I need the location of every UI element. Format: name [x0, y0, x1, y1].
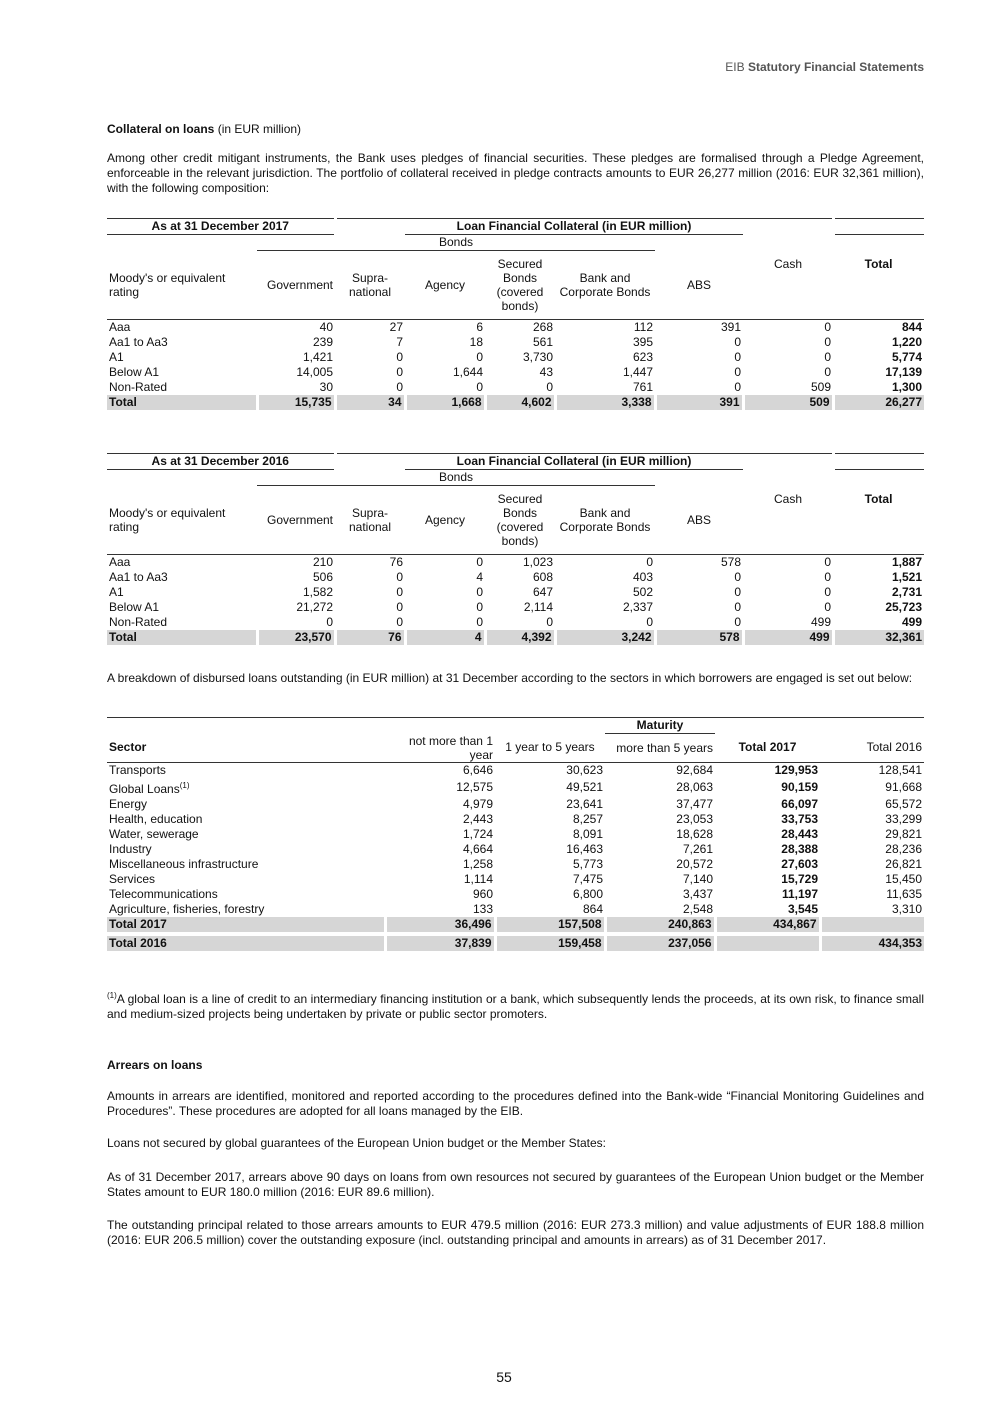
sector-label: Industry — [109, 841, 152, 856]
table-row — [107, 842, 924, 857]
table-row — [107, 350, 924, 365]
global-loans-footnote — [107, 988, 924, 1022]
total-cell: 4,602 — [485, 395, 555, 410]
total-cell: 159,458 — [495, 934, 605, 951]
cell-value: 5,773 — [572, 856, 603, 871]
col-header: Secured Bonds (covered bonds) — [485, 486, 555, 555]
col-header: ABS — [655, 251, 743, 320]
total-cell: 1,668 — [405, 395, 485, 410]
cell-value: 28,443 — [781, 826, 818, 841]
cell-value: 1,114 — [463, 871, 493, 886]
cell-value: 0 — [476, 614, 484, 629]
col-total-2016: Total 2016 — [820, 734, 924, 763]
col-header: Cash — [743, 486, 833, 555]
sector-label: Transports — [109, 762, 166, 777]
rating-label: Aa1 to Aa3 — [109, 569, 168, 584]
total-cell: Total 2017 — [107, 917, 385, 934]
col-header: Cash — [743, 251, 833, 320]
footnote-ref: (1) — [179, 780, 190, 790]
cell-value: 268 — [532, 319, 554, 334]
table-row — [107, 812, 924, 827]
cell-value: 112 — [633, 319, 654, 334]
table-row — [107, 762, 924, 778]
total-cell: 499 — [743, 630, 833, 645]
cell-value: 2,114 — [523, 599, 554, 614]
cell-value: 128,541 — [878, 762, 922, 777]
cell-value: 7,261 — [682, 841, 713, 856]
cell-value: 2,337 — [622, 599, 654, 614]
cell-value: 623 — [632, 349, 654, 364]
sector-label: Health, education — [109, 811, 203, 826]
cell-value: 18 — [469, 334, 484, 349]
cell-value: 509 — [811, 379, 832, 394]
total-row — [107, 630, 924, 645]
cell-value: 33,299 — [885, 811, 922, 826]
cell-value: 12,575 — [456, 779, 493, 794]
cell-value: 49,521 — [566, 779, 603, 794]
cell-value: 15,729 — [781, 871, 818, 886]
cell-value: 0 — [396, 614, 404, 629]
cell-value: 0 — [734, 614, 742, 629]
col-header: Government — [257, 251, 335, 320]
cell-value: 91,668 — [885, 779, 922, 794]
table-row — [107, 902, 924, 917]
cell-value: 1,421 — [302, 349, 334, 364]
cell-value: 20,572 — [676, 856, 713, 871]
cell-value: 3,730 — [522, 349, 554, 364]
cell-value: 7,140 — [682, 871, 713, 886]
col-header: Government — [257, 486, 335, 555]
collateral-table-2016 — [107, 453, 924, 645]
cell-value: 960 — [472, 886, 493, 901]
cell-value: 403 — [632, 569, 654, 584]
cell-value: 25,723 — [885, 599, 923, 614]
cell-value: 1,220 — [892, 334, 923, 349]
table-row — [107, 797, 924, 812]
sector-name: Global Loans — [109, 781, 180, 796]
rating-label: Aa1 to Aa3 — [109, 334, 168, 349]
total-cell: 237,056 — [605, 934, 715, 951]
cell-value: 66,097 — [781, 796, 818, 811]
collateral-table — [107, 453, 924, 645]
total-cell — [820, 917, 924, 934]
col-total-2017: Total 2017 — [715, 734, 820, 763]
collateral-table-2017 — [107, 218, 924, 410]
cell-value: 37,477 — [676, 796, 713, 811]
collateral-title: Collateral on loans — [107, 122, 215, 136]
bonds-label: Bonds — [257, 235, 655, 251]
cell-value: 7 — [396, 334, 404, 349]
rating-label: Aaa — [109, 554, 131, 569]
cell-value: 18,628 — [676, 826, 713, 841]
cell-value: 0 — [824, 319, 832, 334]
maturity-label: Maturity — [605, 718, 715, 734]
total-cell — [715, 934, 820, 951]
arrears-paragraph-2: Loans not secured by global guarantees of the European Union budget or the Member States: — [107, 1136, 606, 1150]
cell-value: 499 — [811, 614, 832, 629]
col-header: Agency — [405, 251, 485, 320]
cell-value: 90,159 — [781, 779, 818, 794]
cell-value: 26,821 — [885, 856, 922, 871]
rating-label: A1 — [109, 349, 124, 364]
cell-value: 1,023 — [522, 554, 554, 569]
group-label: Loan Financial Collateral (in EUR million) — [405, 454, 743, 470]
cell-value: 0 — [546, 379, 554, 394]
total-row — [107, 395, 924, 410]
table-row — [107, 857, 924, 872]
col-header: Total — [833, 486, 924, 555]
cell-value: 29,821 — [885, 826, 922, 841]
cell-value: 0 — [734, 584, 742, 599]
col-header: Secured Bonds (covered bonds) — [485, 251, 555, 320]
table-row — [107, 585, 924, 600]
table-row — [107, 570, 924, 585]
cell-value: 506 — [312, 569, 334, 584]
period-label: As at 31 December 2017 — [107, 219, 335, 235]
cell-value: 647 — [532, 584, 554, 599]
sector-table — [107, 717, 924, 951]
cell-value: 1,521 — [892, 569, 923, 584]
cell-value: 4,979 — [462, 796, 493, 811]
cell-value: 23,053 — [676, 811, 713, 826]
group-label: Loan Financial Collateral (in EUR million) — [405, 219, 743, 235]
total-row — [107, 934, 924, 951]
col-header: Bank and Corporate Bonds — [555, 486, 655, 555]
cell-value: 11,635 — [886, 886, 922, 901]
cell-value: 2,443 — [462, 811, 493, 826]
cell-value: 17,139 — [885, 364, 923, 379]
cell-value: 7,475 — [572, 871, 603, 886]
cell-value: 0 — [396, 364, 404, 379]
rating-label: Non-Rated — [109, 614, 168, 629]
total-cell: 37,839 — [385, 934, 495, 951]
total-cell: 26,277 — [833, 395, 924, 410]
table-row — [107, 365, 924, 380]
cell-value: 0 — [824, 599, 832, 614]
sector-label: Miscellaneous infrastructure — [109, 856, 259, 871]
rating-label: Aaa — [109, 319, 131, 334]
col-header: Total — [833, 251, 924, 320]
cell-value: 578 — [721, 554, 742, 569]
sector-label: Services — [109, 871, 156, 886]
cell-value: 0 — [646, 614, 654, 629]
cell-value: 27,603 — [781, 856, 818, 871]
table-row — [107, 827, 924, 842]
cell-value: 761 — [632, 379, 654, 394]
cell-value: 0 — [396, 349, 404, 364]
cell-value: 0 — [396, 569, 404, 584]
arrears-heading: Arrears on loans — [107, 1058, 203, 1072]
col-header: Agency — [405, 486, 485, 555]
cell-value: 0 — [824, 554, 832, 569]
sector-label: Water, sewerage — [109, 826, 199, 841]
cell-value: 23,641 — [566, 796, 603, 811]
table-row — [107, 872, 924, 887]
total-cell: 578 — [655, 630, 743, 645]
rating-label: Below A1 — [109, 599, 160, 614]
total-cell: Total 2016 — [107, 934, 385, 951]
cell-value: 0 — [734, 349, 742, 364]
cell-value: 608 — [532, 569, 554, 584]
cell-value: 0 — [396, 599, 404, 614]
bonds-label: Bonds — [257, 470, 655, 486]
cell-value: 1,258 — [462, 856, 493, 871]
col-gt5y: more than 5 years — [605, 734, 715, 763]
cell-value: 0 — [824, 349, 832, 364]
total-cell: 3,338 — [555, 395, 655, 410]
cell-value: 28,236 — [885, 841, 922, 856]
table-row — [107, 887, 924, 902]
cell-value: 0 — [396, 584, 404, 599]
cell-value: 92,684 — [676, 762, 713, 777]
cell-value: 864 — [582, 901, 603, 916]
total-cell: 391 — [655, 395, 743, 410]
table-row — [107, 319, 924, 335]
sector-label: Agriculture, fisheries, forestry — [109, 901, 265, 916]
cell-value: 0 — [326, 614, 334, 629]
collateral-table — [107, 218, 924, 410]
table-row — [107, 615, 924, 630]
total-cell: 240,863 — [605, 917, 715, 934]
cell-value: 502 — [632, 584, 654, 599]
cell-value: 3,437 — [682, 886, 713, 901]
table-row — [107, 778, 924, 797]
cell-value: 0 — [476, 349, 484, 364]
cell-value: 3,310 — [891, 901, 922, 916]
sector-label — [107, 778, 385, 797]
cell-value: 6 — [476, 319, 484, 334]
cell-value: 2,731 — [892, 584, 923, 599]
page-number: 55 — [496, 1369, 512, 1385]
total-cell: Total — [107, 395, 257, 410]
rating-label: A1 — [109, 584, 124, 599]
col-header: Bank and Corporate Bonds — [555, 251, 655, 320]
col-header: Moody's or equivalent rating — [107, 251, 257, 320]
cell-value: 391 — [721, 319, 742, 334]
col-1to5y: 1 year to 5 years — [495, 734, 605, 763]
total-cell: 15,735 — [257, 395, 335, 410]
col-header: Supra-national — [335, 486, 405, 555]
cell-value: 0 — [734, 569, 742, 584]
col-header: Moody's or equivalent rating — [107, 486, 257, 555]
total-cell: 434,353 — [820, 934, 924, 951]
cell-value: 395 — [632, 334, 654, 349]
cell-value: 6,800 — [572, 886, 603, 901]
cell-value: 0 — [476, 599, 484, 614]
cell-value: 0 — [396, 379, 404, 394]
col-header: Supra-national — [335, 251, 405, 320]
table-row — [107, 554, 924, 570]
col-header: ABS — [655, 486, 743, 555]
total-cell: 434,867 — [715, 917, 820, 934]
cell-value: 1,887 — [892, 554, 923, 569]
cell-value: 0 — [734, 364, 742, 379]
cell-value: 76 — [389, 554, 404, 569]
cell-value: 0 — [476, 554, 484, 569]
cell-value: 15,450 — [885, 871, 922, 886]
total-cell: 509 — [743, 395, 833, 410]
arrears-paragraph-4: The outstanding principal related to those arrears amounts to EUR 479.5 million (2016: EUR 273.3 million) and value adjustments of EUR 188.8 million (2016: EUR 206.5 million) cover the outstanding exposure (incl. outstanding principal and amounts in arrears) as of 31 December 2017. — [107, 1218, 924, 1247]
cell-value: 499 — [902, 614, 923, 629]
footnote-text: A global loan is a line of credit to an intermediary financing institution or a bank, which subsequently lends the proceeds, at its own risk, to finance small and medium-sized projects being undertaken by private or public sector promoters. — [107, 992, 924, 1021]
cell-value: 1,724 — [462, 826, 493, 841]
cell-value: 43 — [539, 364, 554, 379]
cell-value: 0 — [476, 584, 484, 599]
cell-value: 210 — [312, 554, 334, 569]
cell-value: 27 — [389, 319, 404, 334]
cell-value: 129,953 — [774, 762, 818, 777]
cell-value: 0 — [824, 334, 832, 349]
cell-value: 561 — [532, 334, 554, 349]
footnote-marker: (1) — [107, 991, 117, 1000]
header-title: Statutory Financial Statements — [747, 60, 924, 74]
total-cell: 3,242 — [555, 630, 655, 645]
total-cell: 157,508 — [495, 917, 605, 934]
cell-value: 33,753 — [781, 811, 818, 826]
sector-label: Telecommunications — [109, 886, 218, 901]
cell-value: 0 — [546, 614, 554, 629]
collateral-heading — [107, 122, 301, 136]
header-prefix: EIB — [725, 60, 745, 74]
total-cell: 32,361 — [833, 630, 924, 645]
sectors-intro: A breakdown of disbursed loans outstanding (in EUR million) at 31 December according to the sectors in which borrowers are engaged is set out below: — [107, 671, 913, 685]
cell-value: 2,548 — [682, 901, 713, 916]
total-cell: 76 — [335, 630, 405, 645]
cell-value: 4,664 — [462, 841, 493, 856]
total-cell: 36,496 — [385, 917, 495, 934]
cell-value: 239 — [312, 334, 334, 349]
table-row — [107, 335, 924, 350]
cell-value: 0 — [476, 379, 484, 394]
cell-value: 4 — [476, 569, 484, 584]
cell-value: 3,545 — [787, 901, 818, 916]
cell-value: 65,572 — [885, 796, 922, 811]
cell-value: 16,463 — [566, 841, 603, 856]
cell-value: 5,774 — [892, 349, 923, 364]
cell-value: 1,300 — [892, 379, 923, 394]
cell-value: 8,257 — [572, 811, 603, 826]
arrears-paragraph-1: Amounts in arrears are identified, monitored and reported according to the procedures defined into the Bank-wide “Financial Monitoring Guidelines and Procedures”. These procedures are adopted for all loans managed by the EIB. — [107, 1089, 924, 1118]
cell-value: 6,646 — [462, 762, 493, 777]
cell-value: 0 — [824, 584, 832, 599]
col-sector: Sector — [107, 734, 385, 763]
table-row — [107, 600, 924, 615]
running-header — [725, 60, 924, 74]
cell-value: 1,644 — [452, 364, 484, 379]
cell-value: 0 — [734, 599, 742, 614]
cell-value: 30,623 — [566, 762, 603, 777]
cell-value: 133 — [472, 901, 493, 916]
cell-value: 14,005 — [296, 364, 334, 379]
cell-value: 1,447 — [622, 364, 654, 379]
arrears-paragraph-3: As of 31 December 2017, arrears above 90 days on loans from own resources not secured by guarantees of the European Union budget or the Member States amount to EUR 180.0 million (2016: EUR 89.6 million). — [107, 1170, 924, 1199]
period-label: As at 31 December 2016 — [107, 454, 335, 470]
total-cell: 23,570 — [257, 630, 335, 645]
collateral-unit: (in EUR million) — [217, 122, 302, 136]
cell-value: 40 — [319, 319, 334, 334]
collateral-intro: Among other credit mitigant instruments, the Bank uses pledges of financial securities. These pledges are formalised through a Pledge Agreement, enforceable in the relevant jurisdiction. The portfolio of collateral received in pledge contracts amounts to EUR 26,277 million (2016: EUR 32,361 million), with the following composition: — [107, 151, 924, 195]
cell-value: 0 — [734, 379, 742, 394]
cell-value: 30 — [319, 379, 334, 394]
rating-label: Non-Rated — [109, 379, 168, 394]
cell-value: 28,388 — [781, 841, 818, 856]
cell-value: 11,197 — [781, 886, 818, 901]
total-cell: 34 — [335, 395, 405, 410]
cell-value: 21,272 — [296, 599, 334, 614]
cell-value: 0 — [824, 364, 832, 379]
total-cell: Total — [107, 630, 257, 645]
cell-value: 28,063 — [676, 779, 713, 794]
cell-value: 1,582 — [302, 584, 334, 599]
rating-label: Below A1 — [109, 364, 160, 379]
table-row — [107, 380, 924, 395]
cell-value: 0 — [824, 569, 832, 584]
total-cell: 4,392 — [485, 630, 555, 645]
cell-value: 0 — [734, 334, 742, 349]
total-cell: 4 — [405, 630, 485, 645]
total-row — [107, 917, 924, 934]
sector-label: Energy — [109, 796, 148, 811]
cell-value: 0 — [646, 554, 654, 569]
cell-value: 844 — [902, 319, 923, 334]
cell-value: 8,091 — [572, 826, 603, 841]
col-lt1y: not more than 1 year — [385, 734, 495, 763]
